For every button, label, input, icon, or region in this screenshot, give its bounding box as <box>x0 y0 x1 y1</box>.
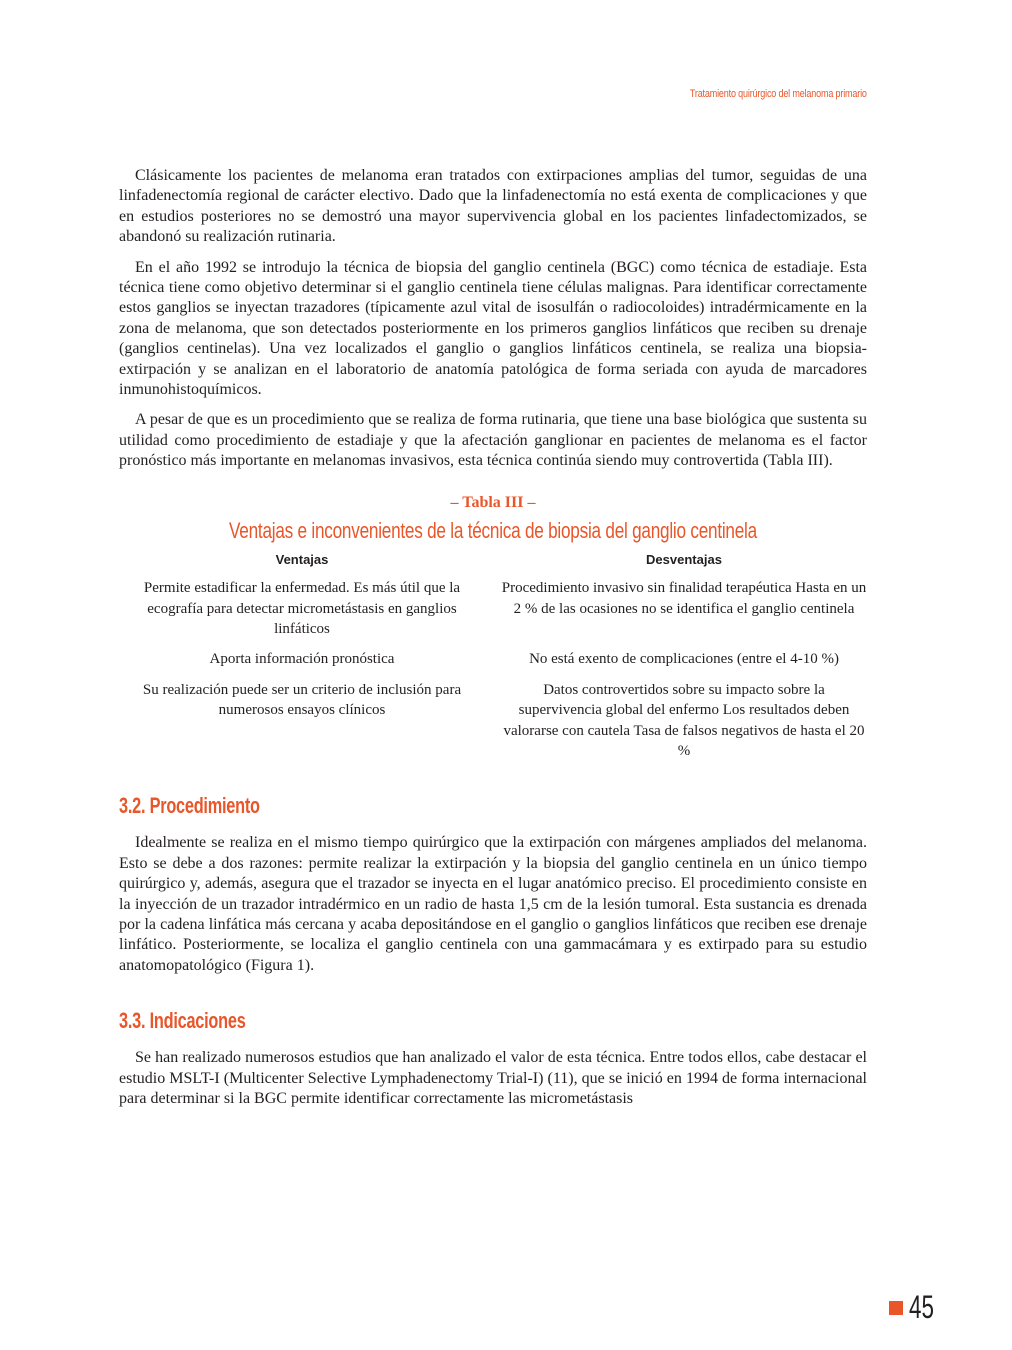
heading-indicaciones: 3.3. Indicaciones <box>119 1008 246 1034</box>
table-cell-ventaja: Aporta información pronóstica <box>209 651 395 668</box>
paragraph-intro-2: En el año 1992 se introdujo la técnica de biopsia del ganglio centinela (BGC) como técnica de estadiaje. Esta técnica tiene como objetivo determinar si el ganglio centinela tiene células malignas. Para identificar correctamente estos ganglios se inyectan trazadores (típicamente azul vital de isosulfán o radiocoloides) intradérmicamente en la zona de melanoma, que son detectados posteriormente en los primeros ganglios linfáticos que reciben su drenaje (ganglios centinelas). Una vez localizados el ganglio o ganglios linfáticos centinela, se realiza una biopsia-extirpación y se analizan en el laboratorio de anatomía patológica de forma seriada con ayuda de marcadores inmunohistoquímicos. <box>119 258 867 399</box>
page-number <box>889 1289 945 1326</box>
paragraph-intro-1: Clásicamente los pacientes de melanoma eran tratados con extirpaciones amplias del tumor, seguidas de una linfadenectomía regional de carácter electivo. Dado que la linfadenectomía no está exenta de complicaciones y que en estudios posteriores no se demostró una mayor supervivencia global en los pacientes linfadectomizados, se abandonó su realización rutinaria. <box>119 167 867 246</box>
table-row <box>119 680 867 762</box>
paragraph-intro-3: A pesar de que es un procedimiento que se realiza de forma rutinaria, que tiene una base biológica que sustenta su utilidad como procedimiento de estadiaje y que la afectación ganglionar en pacientes de melanoma es el factor pronóstico más importante en melanomas invasivos, esta técnica continúa siendo muy controvertida (Tabla III). <box>119 411 867 470</box>
table-cell-desventaja: No está exento de complicaciones (entre el 4-10 %) <box>529 651 839 668</box>
table-cell-ventaja: Permite estadificar la enfermedad. Es más útil que la ecografía para detectar micrometástasis en ganglios linfáticos <box>143 580 461 637</box>
heading-procedimiento: 3.2. Procedimiento <box>119 793 260 819</box>
page-number-text: 45 <box>909 1289 934 1325</box>
paragraph-procedimiento: Idealmente se realiza en el mismo tiempo quirúrgico que la extirpación con márgenes ampliados del melanoma. Esto se debe a dos razones: permite realizar la extirpación y la biopsia del ganglio centinela en un único tiempo quirúrgico y, además, asegura que el trazador se inyecta en el lugar anatómico preciso. El procedimiento consiste en la inyección de un trazador intradérmico en un radio de hasta 1,5 cm de la lesión tumoral. Esta sustancia es drenada por la cadena linfática más cercana y acaba depositándose en el ganglio o ganglios linfáticos que reciben ese drenaje linfático. Posteriormente, se localiza el ganglio centinela con una gammacámara y es extirpado para su estudio anatomopatológico (Figura 1). <box>119 834 867 974</box>
table-header-desventajas: Desventajas <box>646 551 722 567</box>
table-cell-ventaja: Su realización puede ser un criterio de inclusión para numerosos ensayos clínicos <box>142 681 462 719</box>
square-marker-icon <box>889 1301 903 1315</box>
table-cell-desventaja: Procedimiento invasivo sin finalidad terapéutica Hasta en un 2 % de las ocasiones no se identifica el ganglio centinela <box>501 580 867 617</box>
table-title: Ventajas e inconvenientes de la técnica de biopsia del ganglio centinela <box>229 517 757 543</box>
table-row <box>119 649 867 669</box>
running-header: Tratamiento quirúrgico del melanoma primario <box>690 88 867 100</box>
table-header-ventajas: Ventajas <box>275 551 329 567</box>
table-cell-desventaja: Datos controvertidos sobre su impacto sobre la supervivencia global del enfermo Los resultados deben valorarse con cautela Tasa de falsos negativos de hasta el 20 % <box>503 681 865 759</box>
table-row <box>119 578 867 639</box>
page-content <box>119 166 867 1119</box>
table-label: – Tabla III – <box>450 493 536 511</box>
paragraph-indicaciones: Se han realizado numerosos estudios que han analizado el valor de esta técnica. Entre todos ellos, cabe destacar el estudio MSLT-I (Multicenter Selective Lymphadenectomy Trial-I) (11), que se inició en 1994 de forma internacional para determinar si la BGC permite identificar correctamente las micrometástasis <box>119 1049 867 1107</box>
advantages-table <box>119 550 867 762</box>
